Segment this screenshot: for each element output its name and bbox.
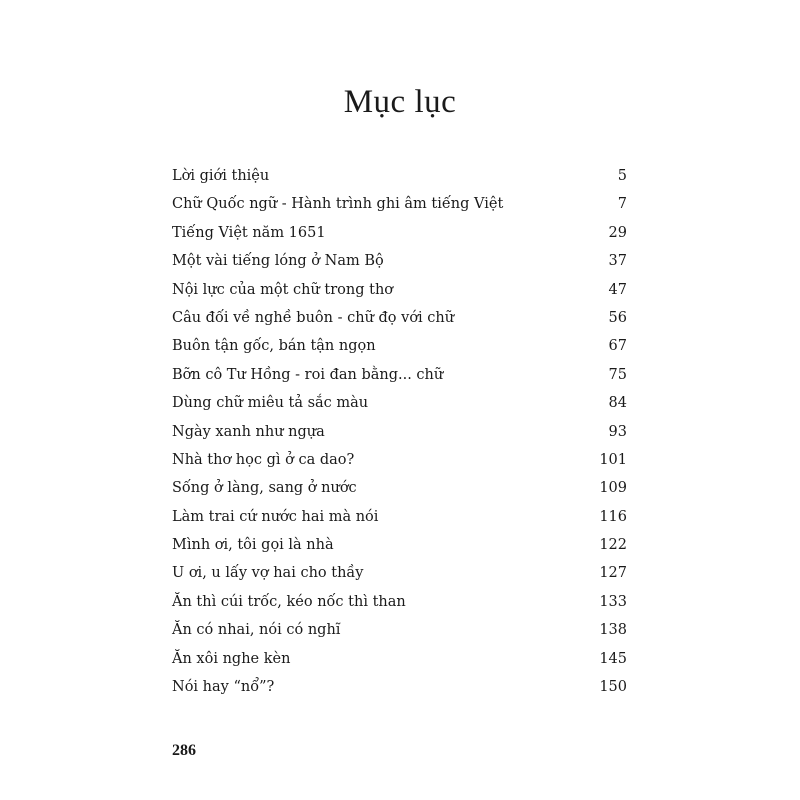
toc-entry (172, 276, 627, 304)
toc-entry-page: 109 (599, 480, 627, 497)
toc-entry-page: 93 (608, 423, 627, 440)
page-title: Mục lục (343, 84, 457, 121)
table-of-contents (172, 162, 627, 701)
toc-entry (172, 446, 627, 474)
toc-entry-title: Ăn có nhai, nói có nghĩ (172, 622, 341, 639)
toc-entry-page: 37 (608, 253, 627, 270)
toc-entry-title: Mình ơi, tôi gọi là nhà (172, 537, 334, 554)
toc-entry (172, 219, 627, 247)
toc-entry-title: Một vài tiếng lóng ở Nam Bộ (172, 253, 384, 270)
toc-entry-title: Buôn tận gốc, bán tận ngọn (172, 338, 376, 355)
toc-entry-title: Câu đối về nghề buôn - chữ đọ với chữ (172, 309, 455, 326)
toc-entry (172, 304, 627, 332)
toc-entry (172, 531, 627, 559)
toc-entry-page: 150 (599, 679, 627, 696)
toc-entry-title: Nhà thơ học gì ở ca dao? (172, 451, 355, 468)
toc-entry-page: 84 (608, 395, 627, 412)
toc-entry-page: 75 (608, 366, 627, 383)
toc-entry (172, 645, 627, 673)
toc-entry-page: 101 (599, 451, 627, 468)
toc-entry-page: 138 (599, 622, 627, 639)
toc-entry (172, 559, 627, 587)
page-number: 286 (172, 742, 196, 759)
toc-entry-page: 145 (599, 650, 627, 667)
toc-entry (172, 503, 627, 531)
toc-entry-title: Ngày xanh như ngựa (172, 423, 325, 440)
toc-entry-title: Ăn thì cúi trốc, kéo nốc thì than (172, 593, 406, 610)
toc-entry (172, 389, 627, 417)
toc-entry-title: Lời giới thiệu (172, 168, 270, 184)
toc-entry-title: Chữ Quốc ngữ - Hành trình ghi âm tiếng Việt (172, 196, 504, 213)
toc-entry (172, 361, 627, 389)
toc-entry-title: Ăn xôi nghe kèn (172, 650, 291, 667)
toc-entry-page: 47 (608, 281, 627, 298)
toc-entry-page: 127 (599, 565, 627, 582)
toc-entry-page: 56 (608, 309, 627, 326)
toc-entry-title: Dùng chữ miêu tả sắc màu (172, 395, 369, 412)
toc-entry (172, 247, 627, 275)
toc-entry-page: 7 (617, 196, 627, 213)
toc-entry-title: U ơi, u lấy vợ hai cho thầy (172, 565, 364, 582)
toc-entry-page: 29 (608, 224, 627, 241)
toc-entry (172, 190, 627, 218)
toc-entry (172, 616, 627, 644)
toc-entry-title: Bỡn cô Tư Hồng - roi đan bằng... chữ (172, 366, 444, 383)
toc-entry-title: Nội lực của một chữ trong thơ (172, 281, 394, 298)
toc-entry-page: 67 (608, 338, 627, 355)
toc-entry (172, 332, 627, 360)
toc-entry-page: 5 (617, 168, 627, 184)
toc-entry-title: Nói hay “nổ”? (172, 679, 275, 696)
toc-entry-page: 116 (599, 508, 627, 525)
toc-entry-title: Sống ở làng, sang ở nước (172, 480, 357, 497)
toc-entry-title: Tiếng Việt năm 1651 (172, 224, 326, 241)
toc-entry (172, 162, 627, 190)
toc-entry (172, 673, 627, 701)
toc-entry-page: 133 (599, 593, 627, 610)
toc-entry-page: 122 (599, 537, 627, 554)
toc-entry (172, 418, 627, 446)
toc-entry (172, 588, 627, 616)
toc-entry-title: Làm trai cứ nước hai mà nói (172, 508, 379, 525)
toc-entry (172, 474, 627, 502)
